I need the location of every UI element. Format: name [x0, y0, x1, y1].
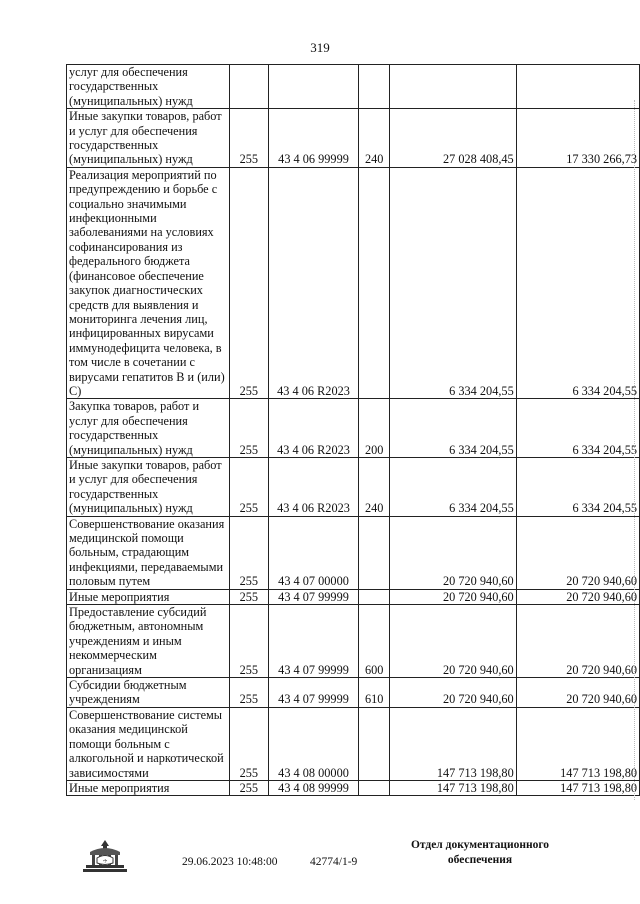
row-name: Закупка товаров, работ и услуг для обеспечения государственных (муниципальных) нужд	[67, 399, 230, 458]
row-amount-2: 147 713 198,80	[516, 707, 639, 780]
row-amount-1: 20 720 940,60	[390, 516, 516, 589]
row-amount-2: 6 334 204,55	[516, 399, 639, 458]
footer-department: Отдел документационного обеспечения	[410, 839, 550, 866]
row-expense-type: 240	[359, 109, 390, 168]
row-amount-2: 6 334 204,55	[516, 167, 639, 399]
row-amount-2	[516, 65, 639, 109]
row-target-article: 43 4 07 99999	[268, 589, 358, 604]
row-amount-1: 20 720 940,60	[390, 589, 516, 604]
row-expense-type: 610	[359, 678, 390, 708]
row-name: Иные закупки товаров, работ и услуг для обеспечения государственных (муниципальных) нужд	[67, 109, 230, 168]
row-name: Реализация мероприятий по предупреждению и борьбе с социально значимыми инфекционными заболеваниями на условиях софинансирования из федерального бюджета (финансовое обеспечение закупок диагностических средств для выявления и мониторинга лечения лиц, инфицированных вирусами иммунодефицита человека, в том числе в сочетании с вирусами гепатитов В и (или) С)	[67, 167, 230, 399]
row-grbs-code: 255	[229, 605, 268, 678]
row-expense-type	[359, 65, 390, 109]
budget-table	[66, 64, 640, 796]
row-amount-2: 20 720 940,60	[516, 589, 639, 604]
row-amount-2: 6 334 204,55	[516, 457, 639, 516]
row-amount-1: 6 334 204,55	[390, 457, 516, 516]
row-grbs-code: 255	[229, 589, 268, 604]
table-body	[67, 65, 640, 796]
row-amount-1: 6 334 204,55	[390, 167, 516, 399]
row-target-article: 43 4 06 R2023	[268, 399, 358, 458]
row-grbs-code: 255	[229, 399, 268, 458]
row-name: Иные мероприятия	[67, 780, 230, 795]
table-row	[67, 399, 640, 458]
row-expense-type	[359, 589, 390, 604]
page-number: 319	[310, 40, 330, 55]
row-expense-type: 600	[359, 605, 390, 678]
row-grbs-code: 255	[229, 457, 268, 516]
row-target-article: 43 4 08 00000	[268, 707, 358, 780]
row-grbs-code	[229, 65, 268, 109]
row-amount-1: 20 720 940,60	[390, 605, 516, 678]
table-row	[67, 780, 640, 795]
row-expense-type: 240	[359, 457, 390, 516]
row-name: Иные мероприятия	[67, 589, 230, 604]
coat-of-arms-icon	[80, 838, 130, 874]
table-row	[67, 65, 640, 109]
row-target-article: 43 4 07 99999	[268, 678, 358, 708]
row-amount-1: 20 720 940,60	[390, 678, 516, 708]
page-edge-mark	[634, 100, 636, 800]
row-target-article: 43 4 06 R2023	[268, 457, 358, 516]
row-grbs-code: 255	[229, 707, 268, 780]
table-row	[67, 678, 640, 708]
row-amount-1: 147 713 198,80	[390, 780, 516, 795]
row-amount-1: 6 334 204,55	[390, 399, 516, 458]
table-row	[67, 167, 640, 399]
svg-text:☩: ☩	[102, 858, 108, 865]
table-row	[67, 457, 640, 516]
row-name: Иные закупки товаров, работ и услуг для обеспечения государственных (муниципальных) нужд	[67, 457, 230, 516]
footer-date: 29.06.2023 10:48:00	[182, 856, 278, 868]
footer-registration-number: 42774/1-9	[310, 856, 358, 868]
row-target-article: 43 4 07 00000	[268, 516, 358, 589]
row-grbs-code: 255	[229, 167, 268, 399]
row-amount-2: 20 720 940,60	[516, 678, 639, 708]
row-amount-2: 20 720 940,60	[516, 516, 639, 589]
row-amount-1	[390, 65, 516, 109]
row-grbs-code: 255	[229, 678, 268, 708]
row-target-article: 43 4 06 99999	[268, 109, 358, 168]
row-expense-type	[359, 707, 390, 780]
row-amount-2: 20 720 940,60	[516, 605, 639, 678]
table-row	[67, 516, 640, 589]
row-name: Субсидии бюджетным учреждениям	[67, 678, 230, 708]
row-name: услуг для обеспечения государственных (муниципальных) нужд	[67, 65, 230, 109]
row-amount-2: 147 713 198,80	[516, 780, 639, 795]
row-name: Совершенствование оказания медицинской помощи больным, страдающим инфекциями, передаваемыми половым путем	[67, 516, 230, 589]
row-target-article	[268, 65, 358, 109]
row-grbs-code: 255	[229, 780, 268, 795]
row-amount-2: 17 330 266,73	[516, 109, 639, 168]
row-name: Предоставление субсидий бюджетным, автономным учреждениям и иным некоммерческим организациям	[67, 605, 230, 678]
table-row	[67, 605, 640, 678]
row-grbs-code: 255	[229, 516, 268, 589]
row-expense-type: 200	[359, 399, 390, 458]
row-name: Совершенствование системы оказания медицинской помощи больным с алкогольной и наркотической зависимостями	[67, 707, 230, 780]
table-row	[67, 707, 640, 780]
row-amount-1: 27 028 408,45	[390, 109, 516, 168]
row-amount-1: 147 713 198,80	[390, 707, 516, 780]
row-target-article: 43 4 08 99999	[268, 780, 358, 795]
table-row	[67, 109, 640, 168]
row-grbs-code: 255	[229, 109, 268, 168]
row-target-article: 43 4 07 99999	[268, 605, 358, 678]
row-expense-type	[359, 780, 390, 795]
row-expense-type	[359, 167, 390, 399]
row-target-article: 43 4 06 R2023	[268, 167, 358, 399]
table-row	[67, 589, 640, 604]
row-expense-type	[359, 516, 390, 589]
